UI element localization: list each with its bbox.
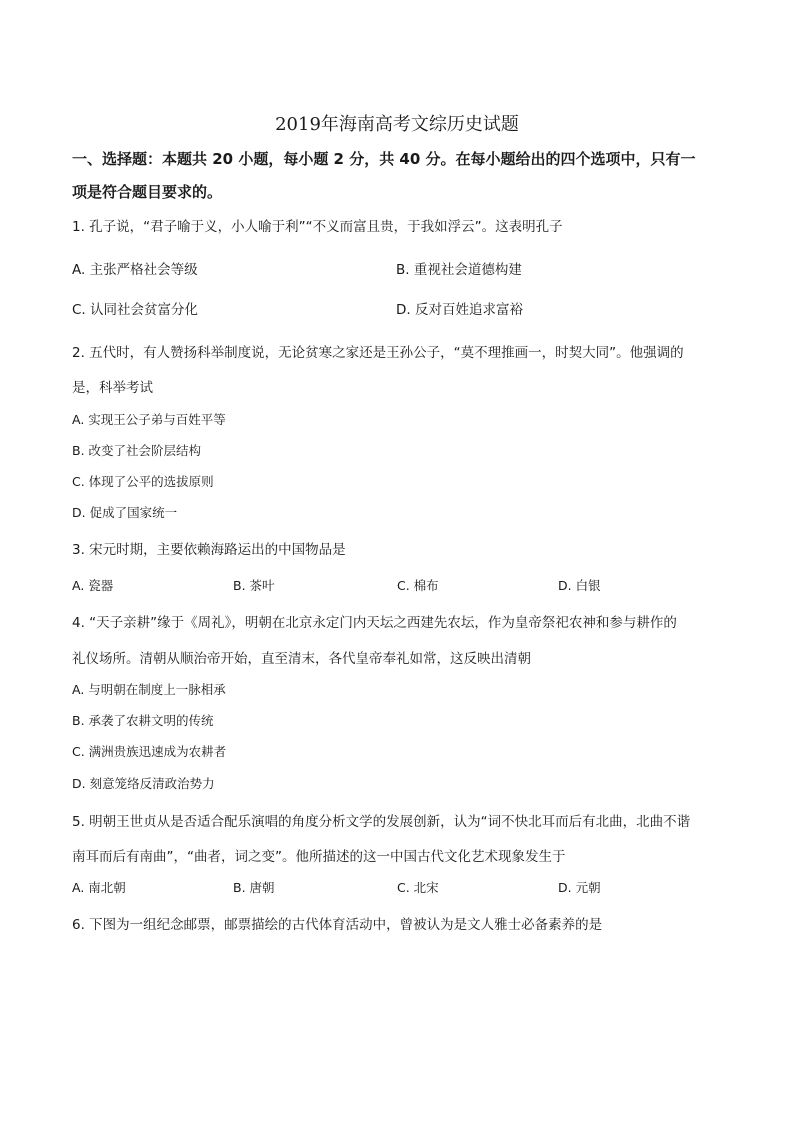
question-3-option-a: A. 瓷器 [72,578,114,593]
question-5-option-a: A. 南北朝 [72,880,126,895]
question-4-stem-line-2: 礼仪场所。清朝从顺治帝开始，直至清末，各代皇帝奉礼如常，这反映出清朝 [72,651,531,667]
question-4-option-b: B. 承袭了农耕文明的传统 [72,713,214,728]
question-3-stem: 3. 宋元时期，主要依赖海路运出的中国物品是 [72,542,346,558]
question-3-option-d: D. 白银 [558,578,601,593]
page-title: 2019年海南高考文综历史试题 [275,114,519,135]
question-1-option-a: A. 主张严格社会等级 [72,262,198,278]
question-2-option-b: B. 改变了社会阶层结构 [72,443,202,458]
question-1-option-b: B. 重视社会道德构建 [396,262,522,278]
question-1-option-c: C. 认同社会贫富分化 [72,302,199,318]
question-2-stem-line-1: 2. 五代时，有人赞扬科举制度说，无论贫寒之家还是王孙公子，“莫不理推画一，时契大同”。他强调的 [72,345,684,361]
question-1-option-d: D. 反对百姓追求富裕 [396,302,523,318]
question-5-option-d: D. 元朝 [558,880,601,895]
question-3-option-c: C. 棉布 [397,578,439,593]
question-4-stem-line-1: 4. “天子亲耕”缘于《周礼》，明朝在北京永定门内天坛之西建先农坛，作为皇帝祭祀农神和参与耕作的 [72,615,677,631]
question-2-option-c: C. 体现了公平的选拔原则 [72,474,214,489]
question-5-option-b: B. 唐朝 [233,880,275,895]
section-instruction-line-2: 项是符合题目要求的。 [72,183,223,201]
question-2-option-d: D. 促成了国家统一 [72,505,178,520]
question-4-option-c: C. 满洲贵族迅速成为农耕者 [72,744,227,759]
question-4-option-d: D. 刻意笼络反清政治势力 [72,776,215,791]
question-2-stem-line-2: 是，科举考试 [72,380,153,396]
question-1-stem: 1. 孔子说，“君子喻于义，小人喻于利”“不义而富且贵，于我如浮云”。这表明孔子 [72,219,563,235]
question-3-option-b: B. 茶叶 [233,578,275,593]
question-5-stem-line-1: 5. 明朝王世贞从是否适合配乐演唱的角度分析文学的发展创新，认为“词不快北耳而后有北曲，北曲不谐 [72,814,691,830]
question-5-option-c: C. 北宋 [397,880,439,895]
question-5-stem-line-2: 南耳而后有南曲”，“曲者，词之变”。他所描述的这一中国古代文化艺术现象发生于 [72,849,566,865]
question-6-stem: 6. 下图为一组纪念邮票，邮票描绘的古代体育活动中，曾被认为是文人雅士必备素养的是 [72,917,603,933]
question-4-option-a: A. 与明朝在制度上一脉相承 [72,682,226,697]
section-instruction-line-1: 一、选择题：本题共 20 小题，每小题 2 分，共 40 分。在每小题给出的四个选项中，只有一 [72,150,696,168]
question-2-option-a: A. 实现王公子弟与百姓平等 [72,412,226,427]
